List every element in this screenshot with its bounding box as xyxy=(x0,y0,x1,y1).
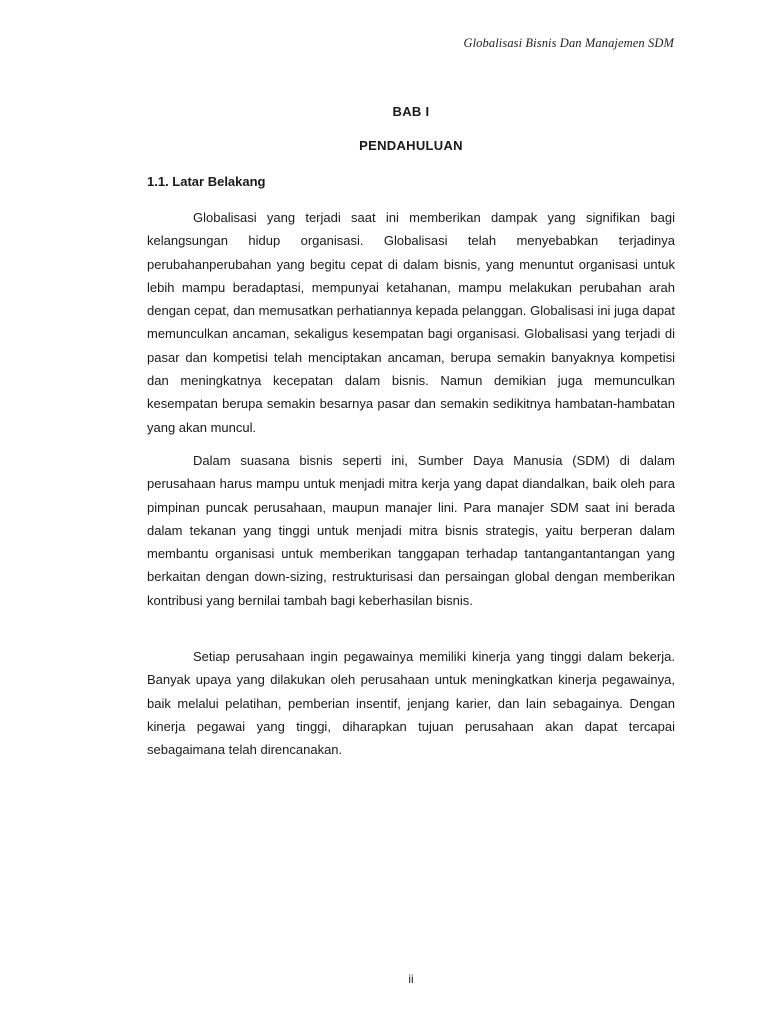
running-header: Globalisasi Bisnis Dan Manajemen SDM xyxy=(463,36,674,50)
body-paragraph: Dalam suasana bisnis seperti ini, Sumber Daya Manusia (SDM) di dalam perusahaan harus mampu untuk menjadi mitra kerja yang dapat diandalkan, baik oleh para pimpinan puncak perusahaan, maupun manajer lini. Para manajer SDM saat ini berada dalam tekanan yang tinggi untuk menjadi mitra bisnis strategis, yaitu berperan dalam membantu organisasi untuk memberikan tanggapan terhadap tantangantantangan yang berkaitan dengan down-sizing, restrukturisasi dan persaingan global dengan memberikan kontribusi yang bernilai tambah bagi keberhasilan bisnis. xyxy=(147,453,675,608)
section-heading: 1.1. Latar Belakang xyxy=(147,174,266,189)
body-paragraph: Setiap perusahaan ingin pegawainya memiliki kinerja yang tinggi dalam bekerja. Banyak upaya yang dilakukan oleh perusahaan untuk meningkatkan kinerja pegawainya, baik melalui pelatihan, pemberian insentif, jenjang karier, dan lain sebagainya. Dengan kinerja pegawai yang tinggi, diharapkan tujuan perusahaan akan dapat tercapai sebagaimana telah direncanakan. xyxy=(147,649,675,758)
chapter-title: PENDAHULUAN xyxy=(359,138,463,153)
page-number: ii xyxy=(408,972,414,986)
chapter-number: BAB I xyxy=(392,104,430,119)
body-paragraph: Globalisasi yang terjadi saat ini memberikan dampak yang signifikan bagi kelangsungan hidup organisasi. Globalisasi telah menyebabkan terjadinya perubahanperubahan yang begitu cepat di dalam bisnis, yang menuntut organisasi untuk lebih mampu beradaptasi, mempunyai ketahanan, mampu melakukan perubahan arah dengan cepat, dan memusatkan perhatiannya kepada pelanggan. Globalisasi ini juga dapat memunculkan ancaman, sekaligus kesempatan bagi organisasi. Globalisasi yang terjadi di pasar dan kompetisi telah menciptakan ancaman, berupa semakin banyaknya kompetisi dan meningkatnya kecepatan dalam bisnis. Namun demikian juga memunculkan kesempatan berupa semakin besarnya pasar dan semakin sedikitnya hambatan-hambatan yang akan muncul. xyxy=(147,210,675,435)
